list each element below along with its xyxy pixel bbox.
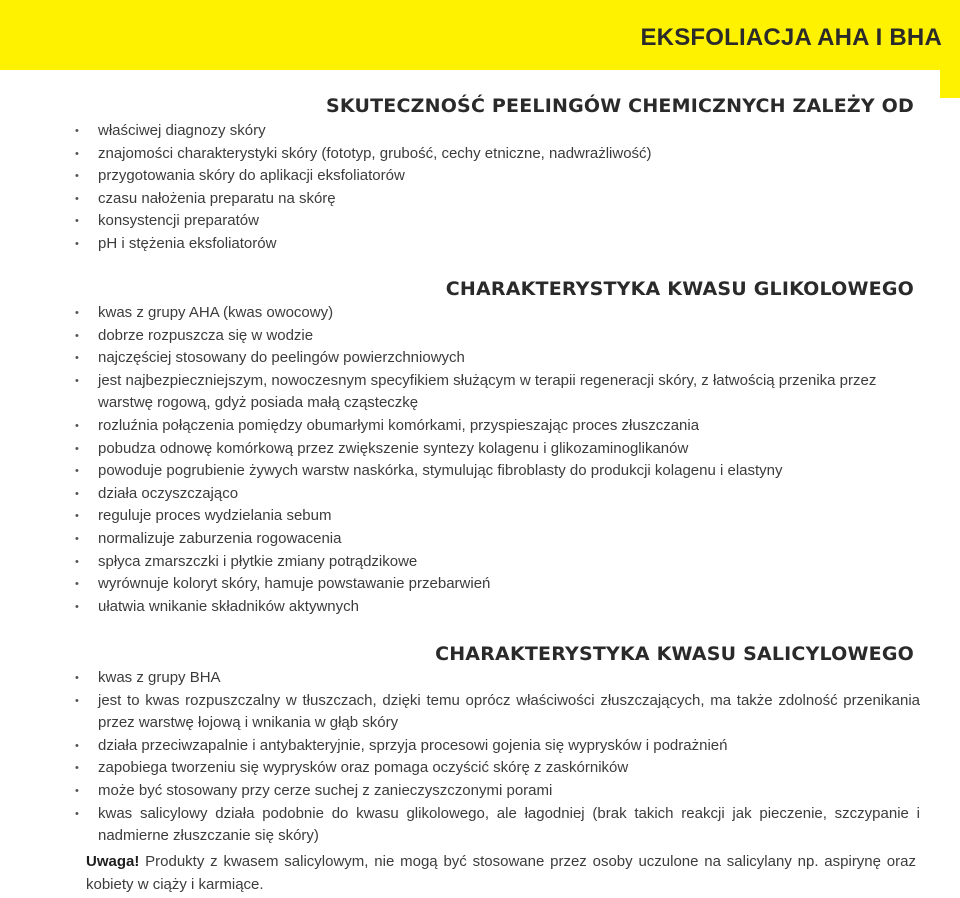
list-item: • przygotowania skóry do aplikacji eksfoliatorów	[74, 165, 920, 188]
list-item: • kwas z grupy AHA (kwas owocowy)	[74, 302, 920, 325]
effectiveness-list	[74, 120, 920, 256]
list-item: • rozluźnia połączenia pomiędzy obumarłymi komórkami, przyspieszając proces złuszczania	[74, 415, 920, 438]
list-item: • kwas salicylowy działa podobnie do kwasu glikolowego, ale łagodniej (brak takich reakcji jak pieczenie, szczypanie i nadmierne złuszczanie się skóry)	[74, 803, 920, 848]
list-item: • zapobiega tworzeniu się wyprysków oraz pomaga oczyścić skórę z zaskórników	[74, 757, 920, 780]
page-title: EKSFOLIACJA AHA I BHA	[640, 24, 942, 51]
warning-note	[86, 850, 916, 896]
list-item: • działa przeciwzapalnie i antybakteryjnie, sprzyja procesowi gojenia się wyprysków i podrażnień	[74, 735, 920, 758]
glycolic-list	[74, 302, 920, 618]
list-item: • reguluje proces wydzielania sebum	[74, 505, 920, 528]
list-item: • pobudza odnowę komórkową przez zwiększenie syntezy kolagenu i glikozaminoglikanów	[74, 438, 920, 461]
list-item: • konsystencji preparatów	[74, 210, 920, 233]
header-accent-tab	[940, 70, 960, 98]
warning-text: Produkty z kwasem salicylowym, nie mogą być stosowane przez osoby uczulone na salicylany np. aspirynę oraz kobiety w ciąży i karmiące.	[86, 853, 916, 893]
section-title-glycolic: CHARAKTERYSTYKA KWASU GLIKOLOWEGO	[445, 278, 914, 300]
warning-label: Uwaga!	[86, 853, 140, 870]
list-item: • ułatwia wnikanie składników aktywnych	[74, 596, 920, 619]
list-item: • jest to kwas rozpuszczalny w tłuszczach, dzięki temu oprócz właściwości złuszczających, ma także zdolność przenikania przez warstwę łojową i wnikania w głąb skóry	[74, 690, 920, 735]
section-title-salicylic: CHARAKTERYSTYKA KWASU SALICYLOWEGO	[435, 643, 914, 665]
list-item: • czasu nałożenia preparatu na skórę	[74, 188, 920, 211]
list-item: • właściwej diagnozy skóry	[74, 120, 920, 143]
list-item: • normalizuje zaburzenia rogowacenia	[74, 528, 920, 551]
list-item: • działa oczyszczająco	[74, 483, 920, 506]
header-bar	[0, 0, 960, 70]
list-item: • może być stosowany przy cerze suchej z zanieczyszczonymi porami	[74, 780, 920, 803]
list-item: • dobrze rozpuszcza się w wodzie	[74, 325, 920, 348]
list-item: • jest najbezpieczniejszym, nowoczesnym specyfikiem służącym w terapii regeneracji skóry, z łatwością przenika przez warstwę rogową, gdyż posiada małą cząsteczkę	[74, 370, 920, 415]
list-item: • spłyca zmarszczki i płytkie zmiany potrądzikowe	[74, 551, 920, 574]
list-item: • najczęściej stosowany do peelingów powierzchniowych	[74, 347, 920, 370]
salicylic-list	[74, 667, 920, 848]
section-title-effectiveness: SKUTECZNOŚĆ PEELINGÓW CHEMICZNYCH ZALEŻY OD	[326, 95, 914, 117]
list-item: • kwas z grupy BHA	[74, 667, 920, 690]
list-item: • powoduje pogrubienie żywych warstw naskórka, stymulując fibroblasty do produkcji kolagenu i elastyny	[74, 460, 920, 483]
list-item: • wyrównuje koloryt skóry, hamuje powstawanie przebarwień	[74, 573, 920, 596]
list-item: • pH i stężenia eksfoliatorów	[74, 233, 920, 256]
list-item: • znajomości charakterystyki skóry (fototyp, grubość, cechy etniczne, nadwrażliwość)	[74, 143, 920, 166]
